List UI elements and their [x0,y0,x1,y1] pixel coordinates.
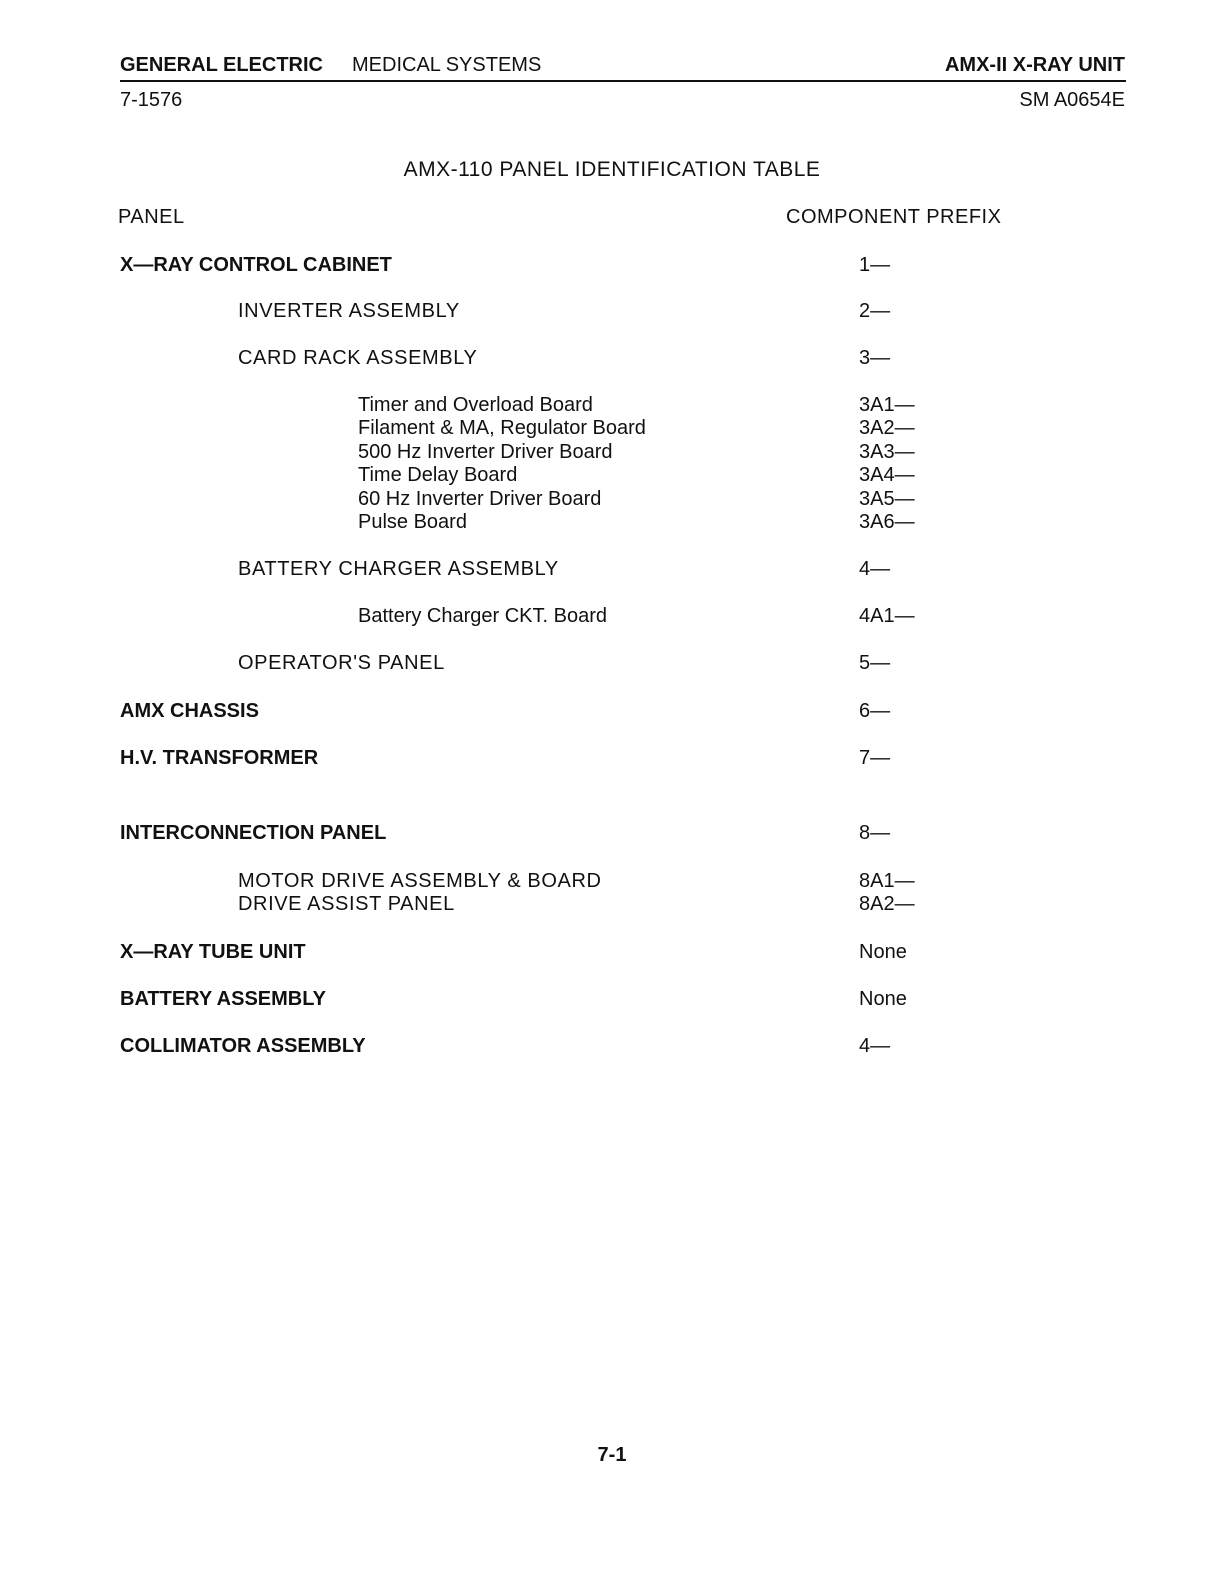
table-row-label: 60 Hz Inverter Driver Board [358,487,602,510]
table-row-label: Battery Charger CKT. Board [358,605,607,627]
column-header-panel: PANEL [118,206,185,228]
table-row-prefix: 3A3— [859,440,915,463]
table-row-label: Pulse Board [358,510,467,533]
interconnection-sub-list [238,870,602,917]
table-row-label: COLLIMATOR ASSEMBLY [120,1035,366,1057]
interconnection-prefix-list [859,870,915,917]
table-row-prefix: 5— [859,652,891,674]
table-row-prefix: 3A6— [859,510,915,533]
table-row-prefix: None [859,941,907,963]
table-row-label: X—RAY CONTROL CABINET [120,254,392,276]
table-row-prefix: 4— [859,558,891,580]
table-row-prefix: 8— [859,822,891,844]
table-row-label: CARD RACK ASSEMBLY [238,347,478,369]
table-row-label: INTERCONNECTION PANEL [120,822,387,844]
table-row-label: OPERATOR'S PANEL [238,652,445,674]
table-row-prefix: 2— [859,300,891,322]
doc-number-right: SM A0654E [1019,89,1125,111]
table-row-label: Filament & MA, Regulator Board [358,417,646,440]
header-division: MEDICAL SYSTEMS [352,54,542,76]
table-row-prefix: 8A1— [859,870,915,892]
table-row-label: H.V. TRANSFORMER [120,747,319,769]
table-row-prefix: 6— [859,700,891,722]
table-row-label: INVERTER ASSEMBLY [238,300,460,322]
table-row-label: BATTERY CHARGER ASSEMBLY [238,558,559,580]
table-row-prefix: 3— [859,347,891,369]
table-title: AMX-110 PANEL IDENTIFICATION TABLE [403,158,821,181]
table-row-label: Timer and Overload Board [358,394,593,416]
table-row-prefix: 3A5— [859,487,915,510]
table-row-prefix: 3A2— [859,417,915,440]
table-row-prefix: 3A4— [859,464,915,487]
header-rule [120,80,1126,82]
table-row-label: X—RAY TUBE UNIT [120,941,306,963]
table-row-prefix: 1— [859,254,891,276]
table-row-label: Time Delay Board [358,464,518,487]
table-row-prefix: 3A1— [859,394,915,416]
header-company: GENERAL ELECTRIC [120,54,323,76]
table-row-label: BATTERY ASSEMBLY [120,988,326,1010]
table-row-label: DRIVE ASSIST PANEL [238,893,455,916]
table-row-prefix: 4A1— [859,605,915,627]
column-header-prefix: COMPONENT PREFIX [786,206,1002,228]
card-rack-prefix-list [859,394,915,534]
table-row-prefix: 4— [859,1035,891,1057]
table-row-prefix: 7— [859,747,891,769]
table-row-label: AMX CHASSIS [120,700,259,722]
card-rack-board-list [358,394,646,534]
page-number: 7-1 [597,1444,627,1466]
table-row-label: 500 Hz Inverter Driver Board [358,440,613,463]
header-product: AMX-II X-RAY UNIT [944,54,1125,76]
table-row-label: MOTOR DRIVE ASSEMBLY & BOARD [238,870,602,892]
doc-number-left: 7-1576 [120,89,183,111]
table-row-prefix: 8A2— [859,893,915,916]
table-row-prefix: None [859,988,907,1010]
